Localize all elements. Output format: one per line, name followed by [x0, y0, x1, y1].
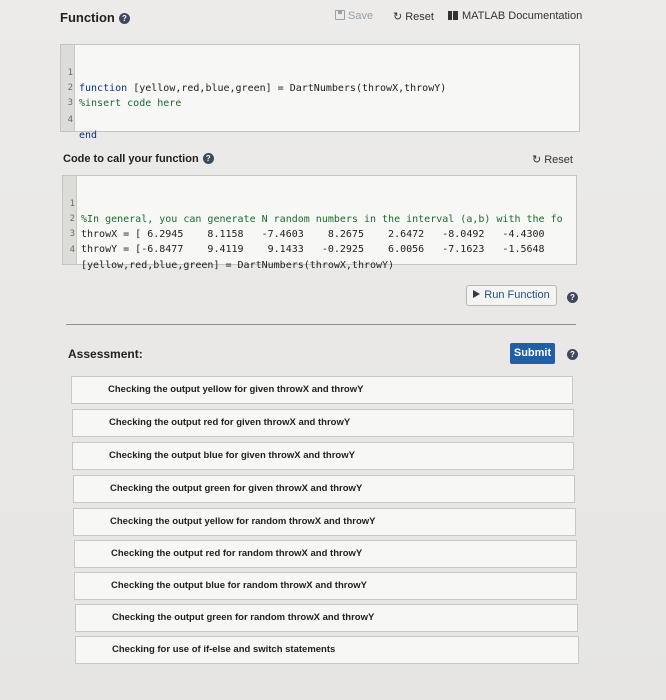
docs-label: MATLAB Documentation — [462, 10, 583, 22]
code-line — [61, 51, 447, 94]
function-title — [60, 10, 130, 25]
keyword: end — [79, 130, 98, 141]
reset-label: Reset — [405, 11, 434, 23]
assessment-check-item[interactable]: Checking the output blue for given throwX and throwY — [72, 442, 574, 470]
line-number: 2 — [69, 214, 75, 224]
assessment-check-item[interactable]: Checking the output red for random throwX and throwY — [74, 540, 577, 568]
function-header — [60, 10, 590, 30]
help-icon[interactable]: ? — [119, 13, 130, 24]
code-comment: %insert code here — [79, 98, 182, 109]
assessment-title: Assessment: — [68, 347, 143, 361]
assessment-check-item[interactable]: Checking the output yellow for random throwX and throwY — [73, 508, 576, 536]
code-text: throwY = [-6.8477 9.4119 9.1433 -0.2925 6.0056 -7.1623 -1.5648 — [81, 244, 545, 255]
line-number: 4 — [67, 115, 73, 125]
code-text: throwX = [ 6.2945 8.1158 -7.4603 8.2675 2.6472 -8.0492 -4.4300 — [81, 229, 545, 240]
code-to-call-label: Code to call your function — [63, 153, 199, 165]
assessment-check-item[interactable]: Checking the output green for random throwX and throwY — [75, 604, 578, 632]
reset-function-button[interactable] — [393, 10, 434, 23]
refresh-icon: ↻ — [532, 154, 542, 166]
code-text: [yellow,red,blue,green] = DartNumbers(throwX,throwY) — [127, 83, 447, 94]
help-icon[interactable]: ? — [567, 292, 578, 303]
code-text: [yellow,red,blue,green] = DartNumbers(throwX,throwY) — [81, 260, 395, 271]
save-button[interactable] — [335, 10, 373, 22]
keyword: function — [79, 83, 128, 94]
function-title-text: Function — [60, 10, 115, 25]
reset-label: Reset — [544, 154, 573, 166]
assessment-check-item[interactable]: Checking the output red for given throwX and throwY — [72, 409, 574, 437]
line-number: 1 — [67, 68, 73, 78]
function-code-editor[interactable] — [60, 44, 580, 141]
run-function-label: Run Function — [484, 289, 550, 301]
run-function-button[interactable] — [466, 285, 557, 306]
line-number: 3 — [69, 229, 75, 239]
submit-button[interactable]: Submit — [510, 343, 555, 364]
line-number: 2 — [67, 83, 73, 93]
line-number: 1 — [69, 199, 75, 209]
matlab-documentation-link[interactable] — [448, 10, 582, 22]
reset-call-button[interactable] — [532, 153, 573, 166]
help-icon[interactable]: ? — [203, 153, 214, 164]
line-number: 4 — [69, 245, 75, 255]
floppy-disk-icon — [335, 10, 345, 20]
refresh-icon: ↻ — [393, 11, 403, 23]
section-divider — [66, 324, 576, 325]
code-line — [63, 182, 563, 225]
save-label: Save — [348, 10, 374, 22]
line-number: 3 — [67, 98, 73, 108]
code-to-call-title — [63, 153, 214, 165]
code-line — [61, 98, 98, 141]
call-code-editor[interactable] — [62, 175, 577, 271]
assessment-check-item[interactable]: Checking for use of if-else and switch statements — [75, 636, 579, 664]
assessment-check-item[interactable]: Checking the output blue for random throwX and throwY — [74, 572, 577, 600]
matlab-book-icon — [448, 11, 458, 20]
help-icon[interactable]: ? — [567, 349, 578, 360]
code-comment: %In general, you can generate N random numbers in the interval (a,b) with the fo — [81, 214, 563, 225]
assessment-check-item[interactable]: Checking the output yellow for given throwX and throwY — [71, 376, 573, 404]
assessment-check-item[interactable]: Checking the output green for given throwX and throwY — [73, 475, 575, 503]
code-line — [61, 81, 97, 108]
play-icon — [473, 290, 480, 298]
